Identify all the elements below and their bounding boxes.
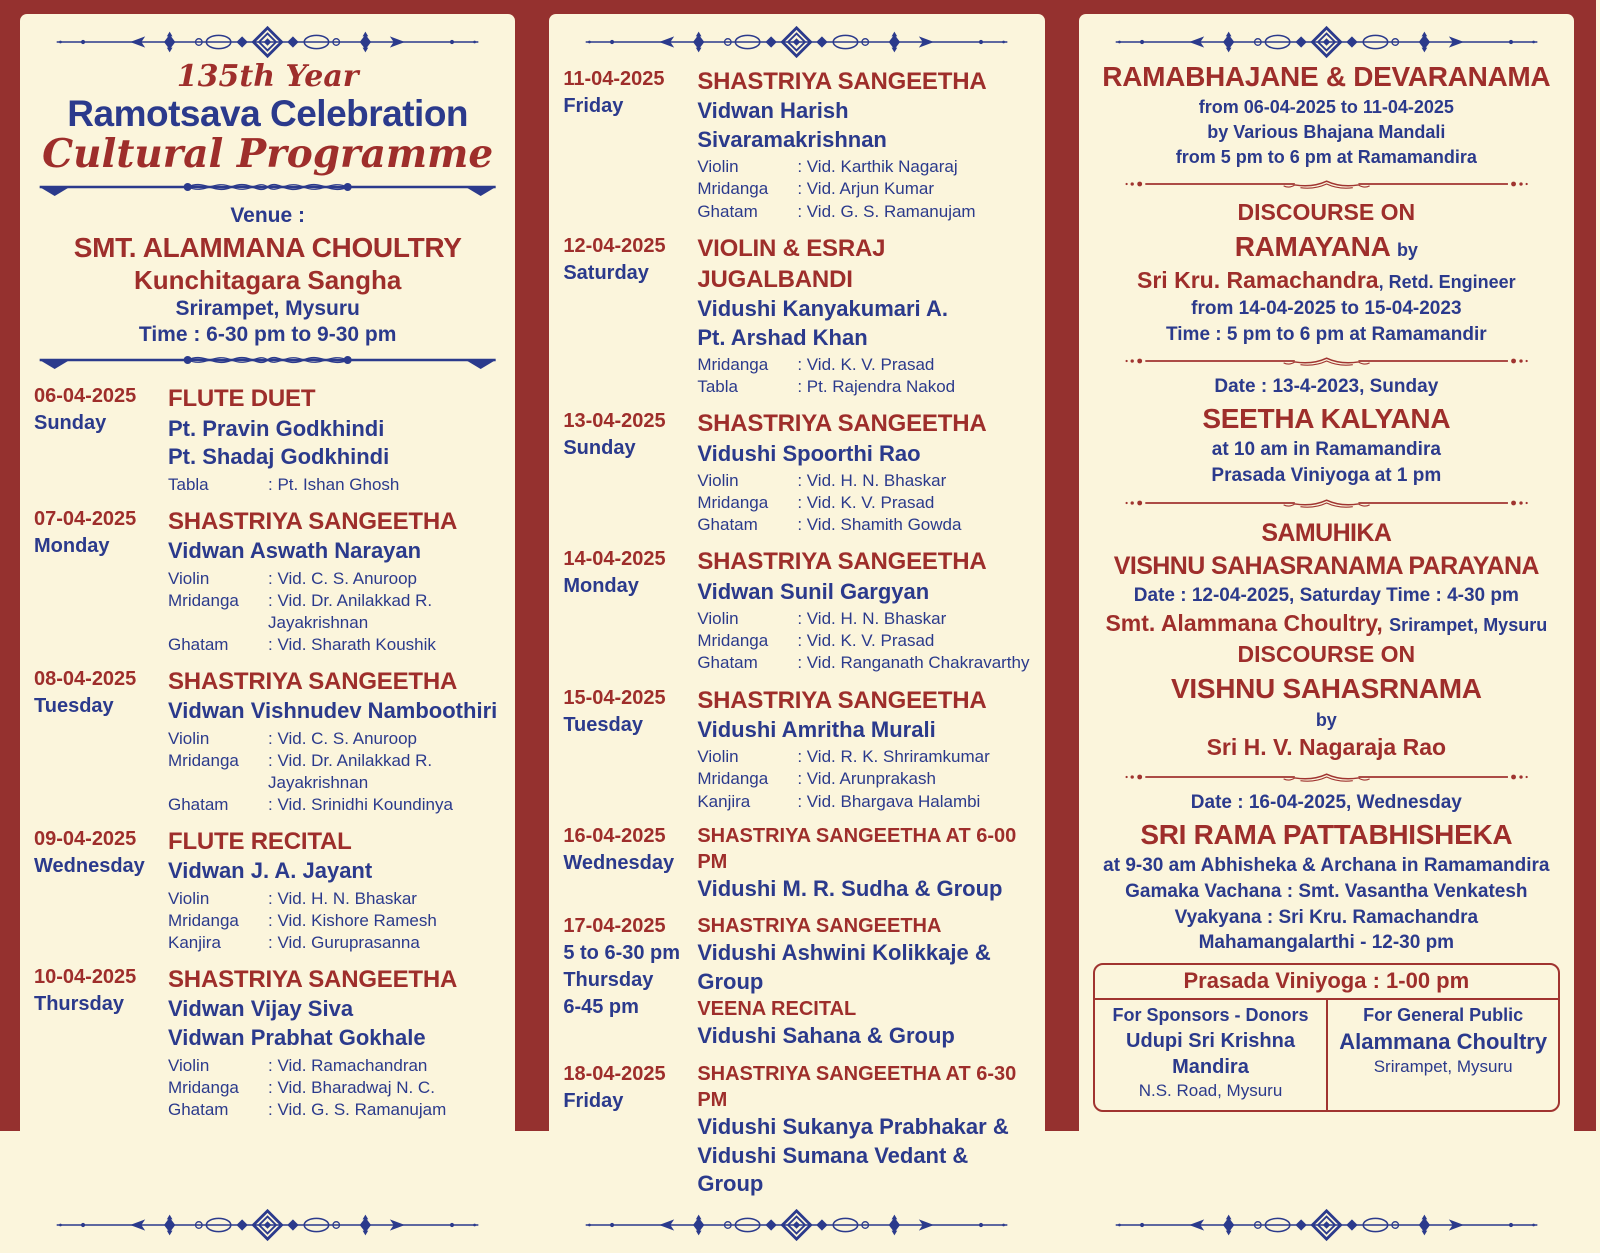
event-title: SHASTRIYA SANGEETHA (697, 68, 987, 95)
accompanist-name: : Vid. Kishore Ramesh (268, 911, 437, 931)
accompanist-row (697, 746, 1030, 768)
event-title: VEENA RECITAL (697, 998, 857, 1021)
announcement-line (1093, 266, 1560, 296)
event-date: 11-04-2025 (563, 68, 665, 90)
instrument-label: Violin (168, 728, 210, 748)
event-day: Monday (563, 575, 639, 598)
accompanist-row (168, 794, 501, 816)
event-date: 08-04-2025 (34, 667, 137, 690)
accompanist-name: : Vid. Karthik Nagaraj (797, 157, 958, 177)
announcement-block (1093, 198, 1560, 348)
prasada-cell-line: N.S. Road, Mysuru (1138, 1080, 1283, 1100)
event-main-cell (168, 506, 501, 656)
accompanist-name: : Vid. C. S. Anuroop (268, 568, 417, 588)
accompanist-name: : Vid. G. S. Ramanujam (797, 201, 976, 221)
announcement-text: SAMUHIKA (1261, 518, 1392, 547)
announcement-line (1093, 401, 1560, 437)
event-date: 17-04-2025 (563, 915, 666, 938)
event-row (34, 964, 501, 1121)
event-date-cell (563, 913, 691, 1051)
kolam-ornament-icon (46, 26, 489, 58)
event-accompanists (168, 728, 501, 816)
announcement-line (1093, 121, 1560, 145)
accompanist-row (697, 608, 1030, 630)
kolam-ornament-icon (46, 1209, 489, 1241)
announcement-line (1093, 791, 1560, 816)
prasada-cell-line: For Sponsors - Donors (1112, 1005, 1309, 1026)
venue-name: SMT. ALAMMANA CHOULTRY (73, 231, 462, 263)
left-panel (20, 14, 515, 1253)
announcement-text: RAMAYANA (1234, 230, 1397, 262)
event-title: SHASTRIYA SANGEETHA (697, 686, 987, 714)
event-date: 13-04-2025 (563, 410, 666, 433)
accompanist-row (697, 652, 1030, 674)
event-day: Tuesday (563, 713, 643, 736)
accompanist-row (168, 888, 501, 910)
announcement-block (1093, 791, 1560, 956)
right-panel (1079, 14, 1574, 1253)
red-divider-icon (1093, 495, 1560, 511)
venue-organisation: Kunchitagara Sangha (134, 264, 402, 295)
time-line: Time : 6-30 pm to 9-30 pm (138, 323, 397, 347)
accompanist-name: : Vid. K. V. Prasad (797, 493, 935, 513)
announcement-text: Time : 5 pm to 6 pm at Ramamandir (1166, 323, 1487, 345)
announcement-text: VISHNU SAHASRANAMA PARAYANA (1113, 552, 1539, 581)
accompanist-row (168, 1099, 501, 1121)
announcement-line (1093, 733, 1560, 763)
event-date-cell (563, 1061, 691, 1199)
instrument-label: Tabla (697, 377, 738, 397)
event-day: Thursday (34, 993, 125, 1016)
announcement-line (1093, 640, 1560, 670)
event-artist: Vidwan Aswath Narayan (168, 538, 422, 564)
accompanist-row (168, 568, 501, 590)
accompanist-name: : Vid. Shamith Gowda (797, 515, 962, 535)
announcement-line (1093, 709, 1560, 733)
announcement-line (1093, 880, 1560, 905)
event-row (563, 66, 1030, 223)
accompanist-name: : Vid. Bhargava Halambi (797, 791, 981, 811)
event-accompanists (697, 608, 1030, 674)
announcement-text: SRI RAMA PATTABHISHEKA (1140, 819, 1513, 851)
prasada-box-cell (1095, 1000, 1327, 1109)
accompanist-row (697, 514, 1030, 536)
accompanist-name: : Vid. Bharadwaj N. C. (268, 1077, 435, 1097)
announcement-text: at 10 am in Ramamandira (1211, 439, 1441, 461)
event-artist: Vidushi Sahana & Group (697, 1023, 955, 1049)
event-date: 07-04-2025 (34, 507, 137, 530)
event-day: Tuesday (34, 694, 114, 717)
accompanist-row (168, 1055, 501, 1077)
accompanist-row (168, 728, 501, 750)
event-main-cell (168, 964, 501, 1121)
event-list (561, 58, 1032, 1209)
announcement-text: SEETHA KALYANA (1202, 403, 1451, 435)
event-day: Wednesday (563, 851, 675, 874)
accompanist-row (697, 791, 1030, 813)
announcement-line (1093, 59, 1560, 95)
event-artist: Vidushi Amritha Murali (697, 716, 936, 742)
announcement-line (1093, 96, 1560, 120)
event-date-cell (563, 233, 691, 399)
event-main-cell (697, 823, 1030, 904)
prasada-box-title: Prasada Viniyoga : 1-00 pm (1095, 965, 1558, 1000)
accompanist-name: : Vid. K. V. Prasad (797, 355, 935, 375)
accompanist-row (168, 750, 501, 794)
instrument-label: Violin (697, 471, 739, 491)
event-title: SHASTRIYA SANGEETHA AT 6-30 PM (697, 1062, 1017, 1111)
event-artist: Pt. Arshad Khan (697, 324, 868, 350)
accompanist-name: : Vid. Ramachandran (268, 1055, 428, 1075)
instrument-label: Violin (168, 568, 210, 588)
accompanist-row (697, 768, 1030, 790)
prasada-box-cells (1095, 1000, 1558, 1109)
announcement-line (1093, 609, 1560, 639)
accompanist-name: : Vid. K. V. Prasad (797, 631, 935, 651)
instrument-label: Mridanga (697, 179, 769, 199)
event-main-cell (697, 233, 1030, 399)
announcement-block (1093, 59, 1560, 170)
event-date: 10-04-2025 (34, 966, 137, 989)
instrument-label: Kanjira (697, 791, 751, 811)
event-date-cell (34, 506, 162, 656)
instrument-label: Kanjira (168, 933, 221, 953)
event-date-cell (563, 685, 691, 813)
announcement-blocks (1091, 58, 1562, 957)
event-accompanists (697, 470, 1030, 536)
instrument-label: Violin (697, 747, 739, 767)
announcement-text: , Retd. Engineer (1378, 272, 1516, 293)
event-title: SHASTRIYA SANGEETHA (168, 966, 458, 994)
accompanist-row (697, 470, 1030, 492)
event-accompanists (168, 474, 501, 496)
announcement-text: Date : 12-04-2025, Saturday Time : 4-30 pm (1133, 584, 1519, 606)
announcement-text: by Various Bhajana Mandali (1207, 122, 1446, 143)
announcement-line (1093, 906, 1560, 931)
instrument-label: Mridanga (168, 1077, 239, 1097)
event-day: Friday (563, 95, 624, 117)
event-main-cell (697, 66, 1030, 223)
event-row (34, 383, 501, 495)
accompanist-row (168, 590, 501, 634)
accompanist-name: : Vid. Arunprakash (797, 769, 936, 789)
kolam-ornament-icon (575, 1209, 1018, 1241)
accompanist-row (697, 156, 1030, 178)
announcement-line (1093, 550, 1560, 583)
announcement-line (1093, 198, 1560, 228)
announcement-line (1093, 229, 1560, 265)
event-main-cell (697, 913, 1030, 1051)
accompanist-name: : Vid. Dr. Anilakkad R. Jayakrishnan (268, 590, 433, 632)
announcement-text: Mahamangalarthi - 12-30 pm (1198, 932, 1455, 954)
announcement-line (1093, 817, 1560, 853)
event-day: Sunday (563, 437, 636, 460)
instrument-label: Ghatam (697, 653, 758, 673)
prasada-cell-line: Srirampet, Mysuru (1373, 1057, 1513, 1077)
event-row (563, 1061, 1030, 1199)
event-title: FLUTE DUET (168, 385, 316, 413)
event-accompanists (168, 1055, 501, 1121)
announcement-text: Gamaka Vachana : Smt. Vasantha Venkatesh (1125, 881, 1528, 903)
instrument-label: Mridanga (168, 750, 239, 770)
event-row (563, 823, 1030, 904)
event-artist: Vidushi Spoorthi Rao (697, 440, 921, 466)
announcement-line (1093, 375, 1560, 400)
event-title: SHASTRIYA SANGEETHA (168, 507, 458, 535)
instrument-label: Violin (168, 888, 210, 908)
event-main-cell (168, 383, 501, 495)
accompanist-name: : Vid. G. S. Ramanujam (268, 1099, 447, 1119)
instrument-label: Violin (697, 609, 739, 629)
announcement-text: by (1396, 239, 1418, 260)
event-artist: Vidwan Vishnudev Namboothiri (168, 698, 498, 724)
event-date-cell (34, 964, 162, 1121)
event-date: 14-04-2025 (563, 548, 666, 571)
announcement-line (1093, 671, 1560, 707)
middle-panel (549, 14, 1044, 1253)
announcement-line (1093, 464, 1560, 489)
event-title: SHASTRIYA SANGEETHA (168, 667, 458, 695)
announcement-block (1093, 375, 1560, 488)
accompanist-name: : Vid. Dr. Anilakkad R. Jayakrishnan (268, 750, 433, 792)
event-artist: Pt. Pravin Godkhindi (168, 415, 385, 441)
event-main-cell (697, 685, 1030, 813)
event-artist: Pt. Shadaj Godkhindi (168, 444, 390, 470)
accompanist-row (168, 474, 501, 496)
instrument-label: Mridanga (168, 911, 239, 931)
announcement-line (1093, 438, 1560, 463)
event-main-cell (168, 826, 501, 954)
instrument-label: Violin (168, 1055, 210, 1075)
event-date-cell (563, 546, 691, 674)
event-artist: Vidwan Sunil Gargyan (697, 578, 930, 604)
event-row (34, 826, 501, 954)
accompanist-row (168, 634, 501, 656)
instrument-label: Violin (697, 157, 739, 177)
event-artist: Vidushi Ashwini Kolikkaje & Group (697, 940, 991, 994)
accompanist-name: : Vid. H. N. Bhaskar (797, 471, 947, 491)
event-artist: Vidwan Prabhat Gokhale (168, 1024, 426, 1050)
event-date: 18-04-2025 (563, 1062, 666, 1085)
announcement-text: Sri H. V. Nagaraja Rao (1206, 734, 1447, 761)
announcement-line (1093, 854, 1560, 879)
event-day: Sunday (34, 412, 107, 435)
accompanist-row (697, 201, 1030, 223)
event-artist: Vidwan Harish Sivaramakrishnan (697, 98, 887, 152)
event-date: 16-04-2025 (563, 824, 666, 847)
event-row (563, 913, 1030, 1051)
announcement-text: from 14-04-2025 to 15-04-2023 (1191, 297, 1462, 319)
announcement-text: Sri Kru. Ramachandra (1137, 267, 1379, 294)
event-row (563, 233, 1030, 399)
accompanist-name: : Pt. Ishan Ghosh (268, 474, 400, 494)
instrument-label: Ghatam (697, 201, 758, 221)
red-divider-icon (1093, 769, 1560, 785)
event-day: Friday (563, 1089, 624, 1112)
announcement-text: Smt. Alammana Choultry, (1105, 610, 1390, 637)
accompanist-name: : Pt. Rajendra Nakod (797, 377, 956, 397)
event-accompanists (697, 746, 1030, 812)
event-main-cell (168, 666, 501, 816)
page-subtitle: Cultural Programme (42, 131, 494, 178)
accompanist-row (168, 910, 501, 932)
announcement-text: at 9-30 am Abhisheka & Archana in Ramamandira (1103, 855, 1550, 877)
event-artist: Vidushi Sukanya Prabhakar & (697, 1113, 1009, 1139)
event-row (563, 546, 1030, 674)
event-title: FLUTE RECITAL (168, 828, 352, 856)
accompanist-name: : Vid. Guruprasanna (268, 933, 420, 953)
accompanist-row (697, 492, 1030, 514)
event-date: 12-04-2025 (563, 234, 666, 257)
event-title: SHASTRIYA SANGEETHA (697, 915, 942, 938)
announcement-line (1093, 931, 1560, 956)
announcement-line (1093, 146, 1560, 170)
instrument-label: Ghatam (168, 795, 229, 815)
instrument-label: Ghatam (168, 634, 229, 654)
event-title: SHASTRIYA SANGEETHA (697, 410, 987, 438)
accompanist-name: : Vid. Arjun Kumar (797, 179, 935, 199)
instrument-label: Ghatam (697, 515, 758, 535)
kolam-ornament-icon (575, 26, 1018, 58)
instrument-label: Mridanga (697, 493, 769, 513)
announcement-line (1093, 297, 1560, 322)
accompanist-row (697, 178, 1030, 200)
accompanist-row (168, 1077, 501, 1099)
announcement-block (1093, 517, 1560, 764)
event-date: 06-04-2025 (34, 385, 137, 408)
event-artist: Vidushi Kanyakumari A. (697, 296, 948, 322)
event-day: 6-45 pm (563, 996, 639, 1019)
accompanist-name: : Vid. R. K. Shriramkumar (797, 747, 990, 767)
red-divider-icon (1093, 176, 1560, 192)
blue-divider-icon (32, 353, 503, 373)
event-artist: Vidwan J. A. Jayant (168, 858, 373, 884)
event-row (563, 685, 1030, 813)
instrument-label: Tabla (168, 474, 209, 494)
accompanist-row (697, 376, 1030, 398)
announcement-text: Date : 16-04-2025, Wednesday (1190, 792, 1462, 814)
event-title: SHASTRIYA SANGEETHA (697, 548, 987, 576)
event-accompanists (168, 888, 501, 954)
prasada-cell-line: For General Public (1363, 1005, 1524, 1026)
event-day: Thursday (563, 969, 654, 992)
announcement-text: DISCOURSE ON (1237, 198, 1416, 225)
event-main-cell (697, 1061, 1030, 1199)
announcement-text: by (1315, 709, 1337, 730)
announcement-text: DISCOURSE ON (1237, 641, 1416, 668)
announcement-text: Srirampet, Mysuru (1389, 615, 1548, 636)
event-date: 15-04-2025 (563, 686, 666, 709)
event-day: Saturday (563, 261, 649, 284)
event-day: Monday (34, 534, 110, 557)
blue-divider-icon (32, 180, 503, 200)
event-date-cell (563, 823, 691, 904)
announcement-text: RAMABHAJANE & DEVARANAMA (1102, 61, 1551, 92)
accompanist-name: : Vid. H. N. Bhaskar (797, 609, 947, 629)
event-date-cell (34, 666, 162, 816)
prasada-viniyoga-box (1093, 963, 1560, 1111)
event-date-cell (563, 66, 691, 223)
announcement-line (1093, 517, 1560, 550)
event-main-cell (697, 546, 1030, 674)
accompanist-row (168, 932, 501, 954)
accompanist-row (697, 630, 1030, 652)
announcement-line (1093, 323, 1560, 348)
page-title: Ramotsava Celebration (67, 93, 469, 134)
instrument-label: Mridanga (697, 355, 769, 375)
instrument-label: Mridanga (168, 590, 239, 610)
event-row (34, 506, 501, 656)
accompanist-name: : Vid. H. N. Bhaskar (268, 888, 417, 908)
event-artist: Vidushi M. R. Sudha & Group (697, 875, 1003, 901)
event-accompanists (697, 156, 1030, 222)
event-date: 09-04-2025 (34, 828, 137, 851)
kolam-ornament-icon (1105, 26, 1548, 58)
announcement-text: from 5 pm to 6 pm at Ramamandira (1175, 146, 1477, 167)
event-title: VIOLIN & ESRAJ JUGALBANDI (697, 234, 886, 293)
instrument-label: Ghatam (168, 1099, 229, 1119)
kolam-ornament-icon (1105, 1209, 1548, 1241)
event-accompanists (697, 354, 1030, 398)
instrument-label: Mridanga (697, 769, 769, 789)
event-day: 5 to 6-30 pm (563, 942, 681, 965)
event-list (32, 375, 503, 1131)
announcement-text: Vyakyana : Sri Kru. Ramachandra (1174, 906, 1479, 928)
event-accompanists (168, 568, 501, 656)
event-row (563, 408, 1030, 536)
accompanist-name: : Vid. Ranganath Chakravarthy (797, 653, 1030, 673)
prasada-cell-line: Udupi Sri Krishna Mandira (1126, 1029, 1295, 1078)
accompanist-name: : Vid. Sharath Koushik (268, 634, 436, 654)
year-line: 135th Year (176, 59, 359, 94)
accompanist-name: : Vid. C. S. Anuroop (268, 728, 417, 748)
venue-label: Venue : (230, 204, 306, 228)
accompanist-name: : Vid. Srinidhi Koundinya (268, 795, 453, 815)
announcement-text: Date : 13-4-2023, Sunday (1214, 376, 1439, 398)
event-day: Wednesday (34, 855, 145, 878)
event-date-cell (563, 408, 691, 536)
red-divider-icon (1093, 353, 1560, 369)
announcement-text: Prasada Viniyoga at 1 pm (1211, 465, 1442, 487)
event-title: SHASTRIYA SANGEETHA AT 6-00 PM (697, 824, 1017, 873)
announcement-text: VISHNU SAHASRNAMA (1170, 673, 1482, 705)
event-artist: Vidushi Sumana Vedant & Group (697, 1142, 969, 1197)
announcement-text: from 06-04-2025 to 11-04-2025 (1198, 97, 1454, 118)
event-main-cell (697, 408, 1030, 536)
event-row (34, 666, 501, 816)
announcement-line (1093, 584, 1560, 609)
instrument-label: Mridanga (697, 631, 769, 651)
venue-city: Srirampet, Mysuru (175, 296, 360, 320)
event-artist: Vidwan Vijay Siva (168, 996, 354, 1022)
accompanist-row (697, 354, 1030, 376)
event-date-cell (34, 383, 162, 495)
prasada-box-cell (1326, 1000, 1558, 1109)
prasada-cell-line: Alammana Choultry (1339, 1028, 1548, 1054)
event-date-cell (34, 826, 162, 954)
